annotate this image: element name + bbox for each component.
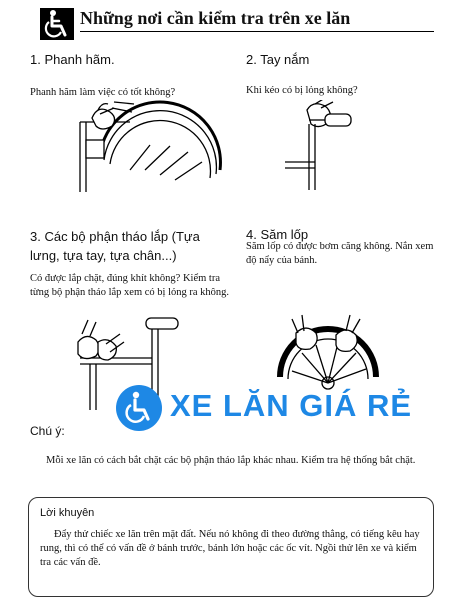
advice-text: Đẩy thử chiếc xe lăn trên mặt đất. Nếu nó không đi theo đường thẳng, có tiếng kêu hay rung, thì có thể có vấn đề ở bánh trước, bánh lớn hoặc các ốc vít. Ngồi thử lên xe và kiểm tra các vấn đề.: [40, 529, 420, 568]
section-text-detachable-parts: Có được lắp chặt, đúng khít không? Kiểm tra từng bộ phận tháo lắp xem có bị lỏng ra không.: [30, 273, 230, 298]
title-divider: [80, 31, 434, 32]
watermark-text: XE LĂN GIÁ RẺ: [170, 388, 413, 423]
watermark-wheelchair-icon: [116, 385, 162, 431]
handle-illustration: [285, 100, 375, 200]
section-heading-brake: 1. Phanh hãm.: [30, 52, 115, 67]
note-label: Chú ý:: [30, 424, 65, 438]
section-heading-detachable-parts: 3. Các bộ phận tháo lắp (Tựa lưng, tựa tay, tựa chân...): [30, 229, 200, 263]
section-heading-handle: 2. Tay nắm: [246, 52, 310, 67]
section-heading-tire: 4. Săm lốp: [246, 227, 309, 242]
section-text-brake: Phanh hãm làm việc có tốt không?: [30, 87, 176, 98]
brake-illustration: [70, 100, 230, 200]
section-text-handle: Khi kéo có bị lỏng không?: [246, 85, 358, 96]
advice-title: Lời khuyên: [40, 507, 95, 519]
wheelchair-icon: [40, 8, 74, 40]
section-text-tire: Săm lốp có được bơm căng không. Nắn xem độ nẩy của bánh.: [246, 241, 434, 266]
note-text: Mỗi xe lăn có cách bắt chặt các bộ phận tháo lắp khác nhau. Kiểm tra hệ thống bắt chặt.: [46, 455, 416, 466]
page-title: Những nơi cần kiểm tra trên xe lăn: [80, 8, 351, 28]
